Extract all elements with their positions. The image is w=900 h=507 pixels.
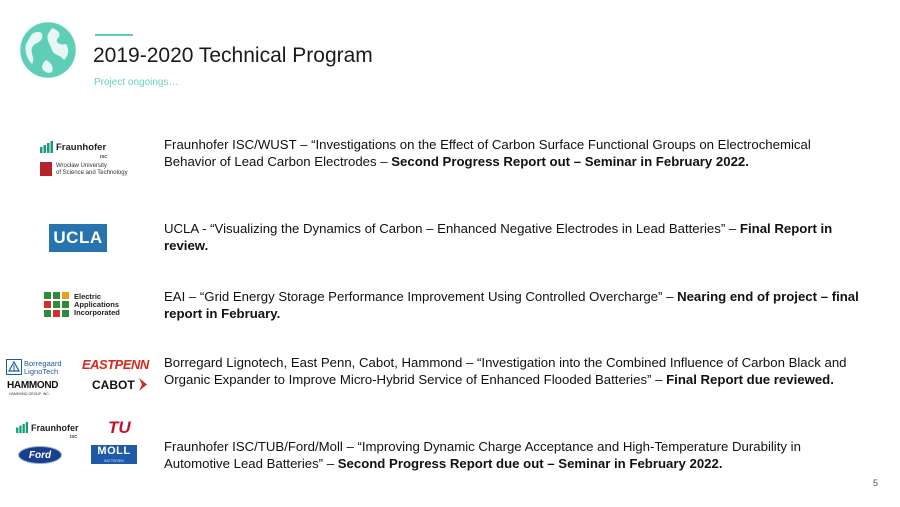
- fraunhofer-logo-sub-2: ISC: [70, 434, 78, 439]
- project-status-3: Nearing end of project – final report in February.: [164, 289, 859, 321]
- hammond-logo: HAMMOND: [7, 380, 59, 391]
- wust-logo-text-2: of Science and Technology: [56, 170, 128, 176]
- page-title: 2019-2020 Technical Program: [93, 44, 373, 67]
- hammond-logo-sub: HAMMOND GROUP, INC.: [9, 392, 50, 396]
- eai-logo-text-1: Electric: [74, 292, 102, 301]
- project-status-2: Final Report in review.: [164, 221, 833, 253]
- borregaard-logo-text-1: Borregaard: [24, 359, 62, 368]
- project-text-4: Borregard Lignotech, East Penn, Cabot, Hammond – “Investigation into the Combined Influence of Carbon Black and Organic Expander to Improve Micro-Hybrid Service of Enhanced Flooded Batteries” –: [164, 355, 847, 387]
- project-description-1: [164, 137, 864, 171]
- fraunhofer-logo-icon: [40, 141, 54, 153]
- project-description-5: [164, 439, 864, 473]
- borregaard-logo-text-2: LignoTech: [24, 367, 59, 376]
- project-logos-3: [0, 288, 160, 322]
- eai-logo-text-2: Applications: [74, 300, 120, 309]
- project-logos-5: [0, 420, 160, 466]
- globe-icon: [18, 20, 78, 80]
- fraunhofer-logo-sub: ISC: [100, 154, 108, 159]
- project-description-2: [164, 221, 864, 255]
- borregaard-logo-icon: [6, 359, 22, 375]
- cabot-logo: CABOT: [92, 378, 135, 392]
- fraunhofer-logo-text: Fraunhofer: [56, 142, 107, 153]
- project-description-3: [164, 289, 864, 323]
- project-status-5: Second Progress Report due out – Seminar in February 2022.: [337, 455, 723, 471]
- project-logos-2: [0, 220, 160, 256]
- eai-logo-text-3: Incorporated: [74, 308, 120, 317]
- project-text-1: Fraunhofer ISC/WUST – “Investigations on the Effect of Carbon Surface Functional Groups on Electrochemical Behavior of Lead Carbon Electrodes –: [164, 137, 811, 169]
- fraunhofer-logo-icon-2: [16, 422, 29, 433]
- project-text-3: EAI – “Grid Energy Storage Performance Improvement Using Controlled Overcharge” –: [164, 289, 678, 304]
- tu-berlin-logo: TU: [108, 418, 131, 437]
- fraunhofer-logo-text-2: Fraunhofer: [31, 423, 79, 433]
- page-number: 5: [872, 478, 878, 488]
- project-status-4: Final Report due reviewed.: [666, 371, 834, 387]
- moll-logo: [91, 445, 137, 464]
- page-subtitle: Project ongoings…: [94, 77, 179, 88]
- wust-logo-text-1: Wrocław University: [56, 163, 107, 169]
- wust-crest-icon: [40, 162, 52, 176]
- project-text-2: UCLA - “Visualizing the Dynamics of Carbon – Enhanced Negative Electrodes in Lead Batteries” –: [164, 221, 740, 236]
- cabot-flame-icon: [138, 378, 148, 391]
- moll-logo-text: MOLL: [97, 445, 131, 457]
- moll-logo-sub: BATTERIEN: [104, 459, 124, 463]
- ford-logo: Ford: [18, 446, 62, 464]
- eastpenn-logo: EASTPENN: [82, 357, 149, 372]
- project-status-1: Second Progress Report out – Seminar in February 2022.: [391, 153, 749, 169]
- eai-logo-grid-icon: [44, 292, 70, 318]
- project-text-5: Fraunhofer ISC/TUB/Ford/Moll – “Improving Dynamic Charge Acceptance and High-Temperature Durability in Automotive Lead Batteries” –: [164, 439, 801, 471]
- project-description-4: [164, 355, 864, 389]
- project-logos-1: [0, 136, 160, 182]
- ucla-logo: UCLA: [49, 224, 107, 252]
- project-logos-4: [0, 356, 160, 398]
- title-accent-line: [95, 34, 133, 36]
